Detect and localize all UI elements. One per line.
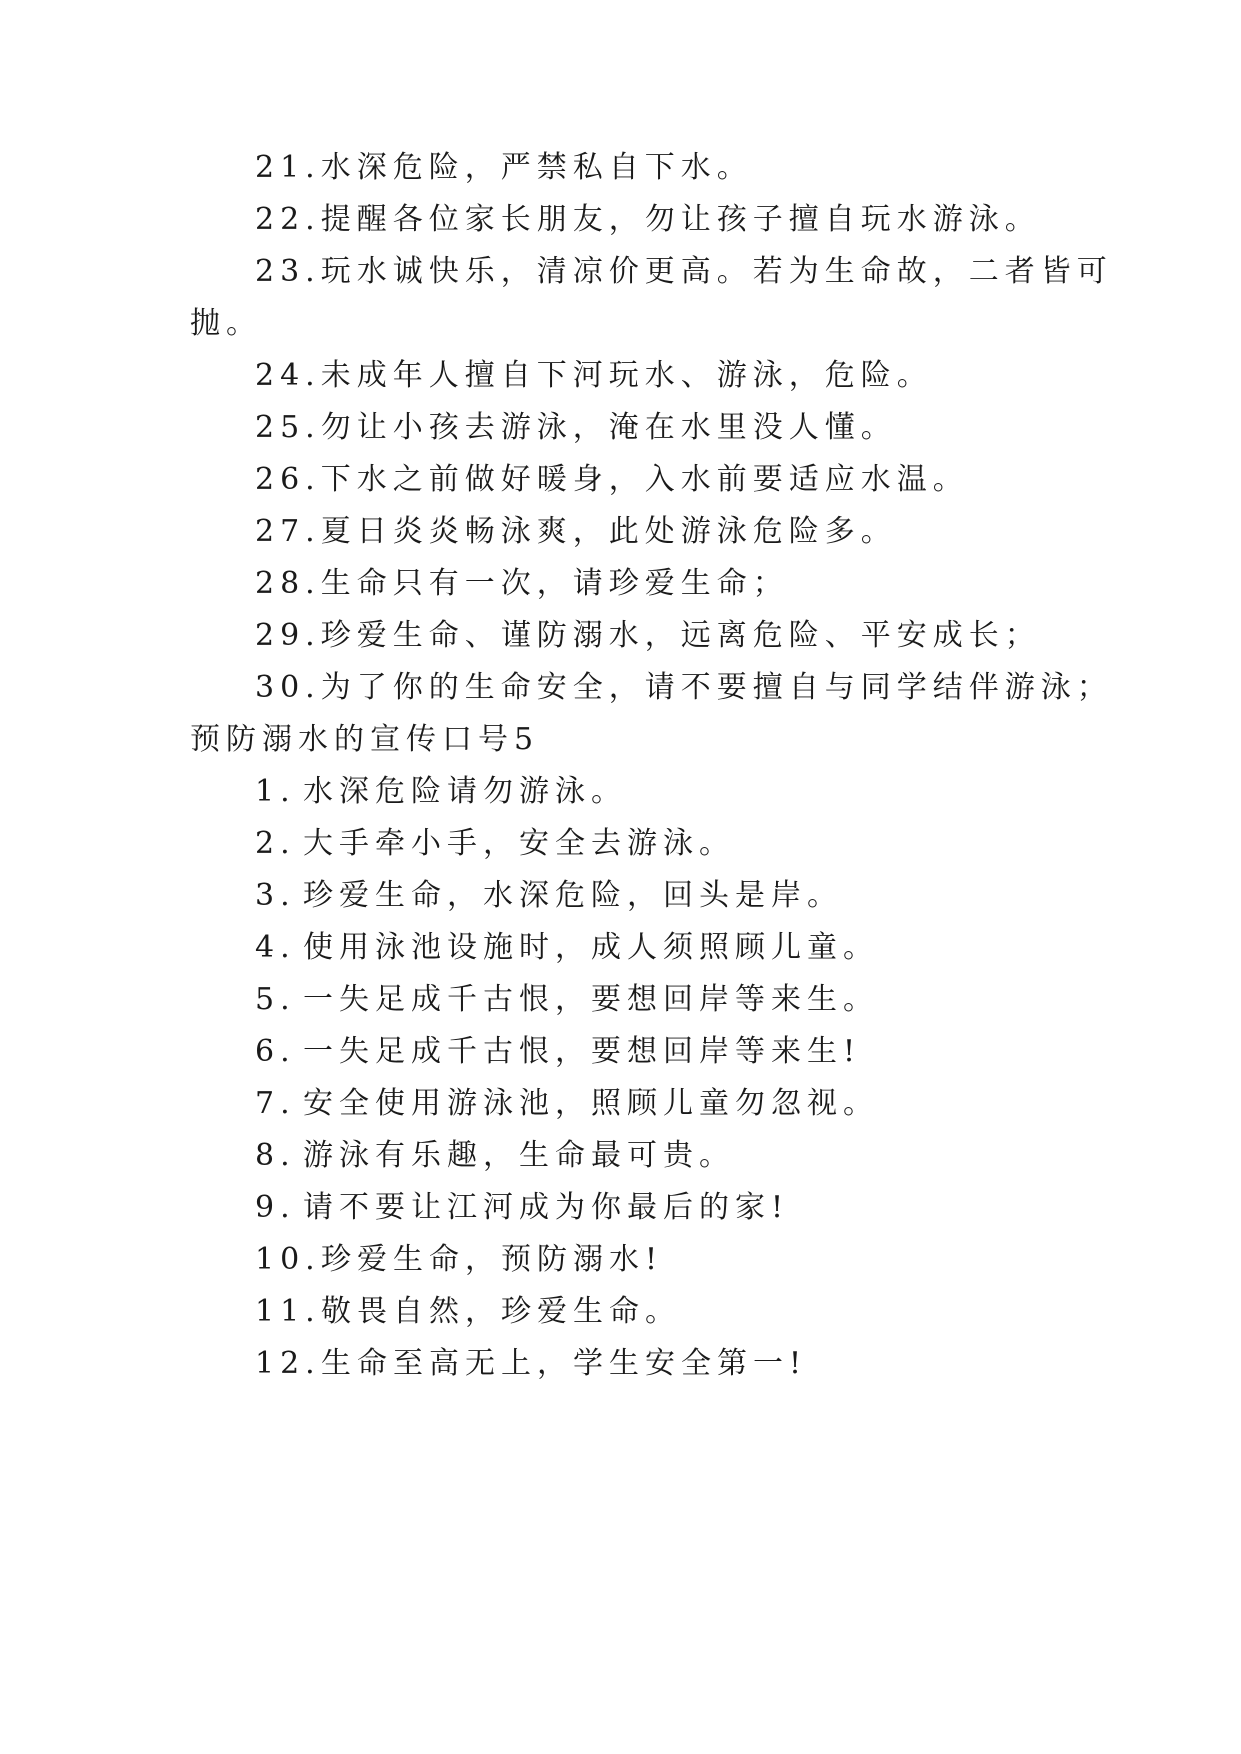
item-text: 下水之前做好暖身，入水前要适应水温。: [320, 462, 969, 497]
slogan-27: [255, 512, 897, 552]
item-number: 8.: [255, 1138, 296, 1173]
item-number: 27.: [255, 514, 321, 549]
item-number: 4.: [255, 930, 296, 965]
slogan-10: [255, 1240, 663, 1280]
item-text: 请不要让江河成为你最后的家!: [303, 1190, 790, 1225]
item-number: 23.: [255, 254, 321, 289]
item-text: 提醒各位家长朋友，勿让孩子擅自玩水游泳。: [320, 202, 1041, 237]
item-number: 12.: [255, 1346, 321, 1381]
slogan-23: [255, 252, 1113, 292]
item-number: 5.: [255, 982, 296, 1017]
item-text: 一失足成千古恨，要想回岸等来生!: [303, 1034, 862, 1069]
slogan-5: [255, 980, 879, 1020]
item-text: 敬畏自然，珍爱生命。: [321, 1294, 681, 1329]
slogan-30: [255, 668, 1113, 708]
item-text: 生命至高无上，学生安全第一!: [321, 1346, 808, 1381]
slogan-21: [255, 148, 753, 188]
item-number: 10.: [255, 1242, 321, 1277]
item-number: 30.: [255, 670, 321, 705]
item-number: 9.: [255, 1190, 296, 1225]
item-text: 游泳有乐趣，生命最可贵。: [303, 1138, 735, 1173]
item-text: 水深危险请勿游泳。: [303, 774, 627, 809]
item-number: 28.: [255, 566, 321, 601]
item-text: 使用泳池设施时，成人须照顾儿童。: [303, 930, 879, 965]
slogan-29: [255, 616, 1041, 656]
item-number: 1.: [255, 774, 296, 809]
slogan-2: [255, 824, 735, 864]
slogan-28: [255, 564, 789, 604]
slogan-8: [255, 1136, 735, 1176]
item-text: 玩水诚快乐，清凉价更高。若为生命故，二者皆可: [320, 254, 1113, 289]
slogan-4: [255, 928, 879, 968]
slogan-25: [255, 408, 897, 448]
slogan-26: [255, 460, 969, 500]
slogan-3: [255, 876, 843, 916]
slogan-7: [255, 1084, 879, 1124]
item-text: 未成年人擅自下河玩水、游泳，危险。: [320, 358, 933, 393]
slogan-24: [255, 356, 933, 396]
item-text: 勿让小孩去游泳，淹在水里没人懂。: [320, 410, 897, 445]
slogan-22: [255, 200, 1041, 240]
item-text: 珍爱生命，水深危险，回头是岸。: [303, 878, 843, 913]
item-number: 6.: [255, 1034, 296, 1069]
item-number: 26.: [255, 462, 321, 497]
item-number: 22.: [255, 202, 321, 237]
item-number: 2.: [255, 826, 296, 861]
item-number: 21.: [255, 150, 321, 185]
item-number: 3.: [255, 878, 296, 913]
item-text: 夏日炎炎畅泳爽，此处游泳危险多。: [320, 514, 897, 549]
slogan-11: [255, 1292, 681, 1332]
item-text: 大手牵小手，安全去游泳。: [303, 826, 735, 861]
slogan-6: [255, 1032, 861, 1072]
slogan-9: [255, 1188, 789, 1228]
item-text: 珍爱生命，预防溺水!: [321, 1242, 664, 1277]
item-number: 7.: [255, 1086, 296, 1121]
slogan-1: [255, 772, 627, 812]
item-text: 水深危险，严禁私自下水。: [320, 150, 753, 185]
item-text: 为了你的生命安全，请不要擅自与同学结伴游泳；: [320, 670, 1113, 705]
slogan-12: [255, 1344, 807, 1384]
section-heading: 预防溺水的宣传口号5: [190, 722, 540, 757]
item-text: 珍爱生命、谨防溺水，远离危险、平安成长；: [320, 618, 1041, 653]
item-text: 生命只有一次，请珍爱生命；: [320, 566, 789, 601]
item-number: 25.: [255, 410, 321, 445]
item-text: 安全使用游泳池，照顾儿童勿忽视。: [303, 1086, 879, 1121]
item-number: 24.: [255, 358, 321, 393]
item-number: 29.: [255, 618, 321, 653]
slogan-23-continuation: 抛。: [190, 306, 262, 341]
item-number: 11.: [255, 1294, 321, 1329]
item-text: 一失足成千古恨，要想回岸等来生。: [303, 982, 879, 1017]
